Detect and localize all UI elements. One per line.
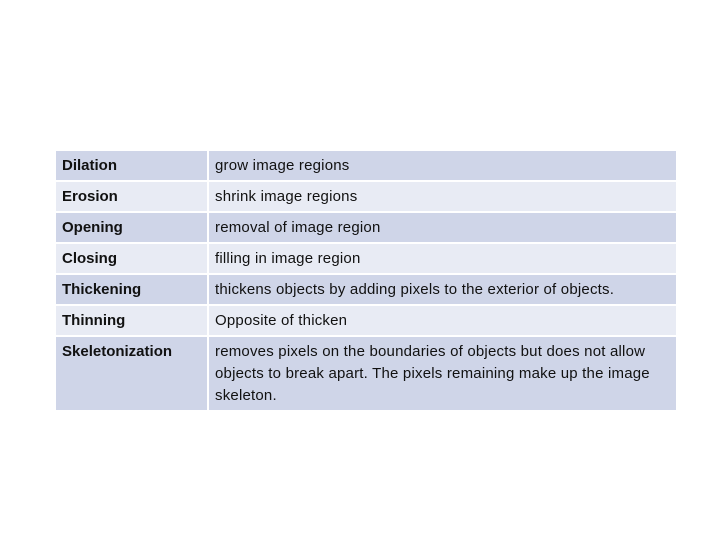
- table-row: [55, 181, 677, 212]
- term-cell: Thickening: [55, 274, 208, 305]
- table-row: [55, 150, 677, 181]
- definition-cell: thickens objects by adding pixels to the exterior of objects.: [208, 274, 677, 305]
- term-cell: Skeletonization: [55, 336, 208, 411]
- morphology-operations-table: [54, 149, 678, 412]
- table-row: [55, 305, 677, 336]
- definition-cell: grow image regions: [208, 150, 677, 181]
- table-row: [55, 336, 677, 411]
- table-row: [55, 212, 677, 243]
- definition-cell: filling in image region: [208, 243, 677, 274]
- table-row: [55, 274, 677, 305]
- table-row: [55, 243, 677, 274]
- definition-cell: removal of image region: [208, 212, 677, 243]
- term-cell: Opening: [55, 212, 208, 243]
- definition-cell: Opposite of thicken: [208, 305, 677, 336]
- term-cell: Erosion: [55, 181, 208, 212]
- term-cell: Dilation: [55, 150, 208, 181]
- definition-cell: shrink image regions: [208, 181, 677, 212]
- term-cell: Closing: [55, 243, 208, 274]
- term-cell: Thinning: [55, 305, 208, 336]
- definition-cell: removes pixels on the boundaries of objects but does not allow objects to break apart. The pixels remaining make up the image skeleton.: [208, 336, 677, 411]
